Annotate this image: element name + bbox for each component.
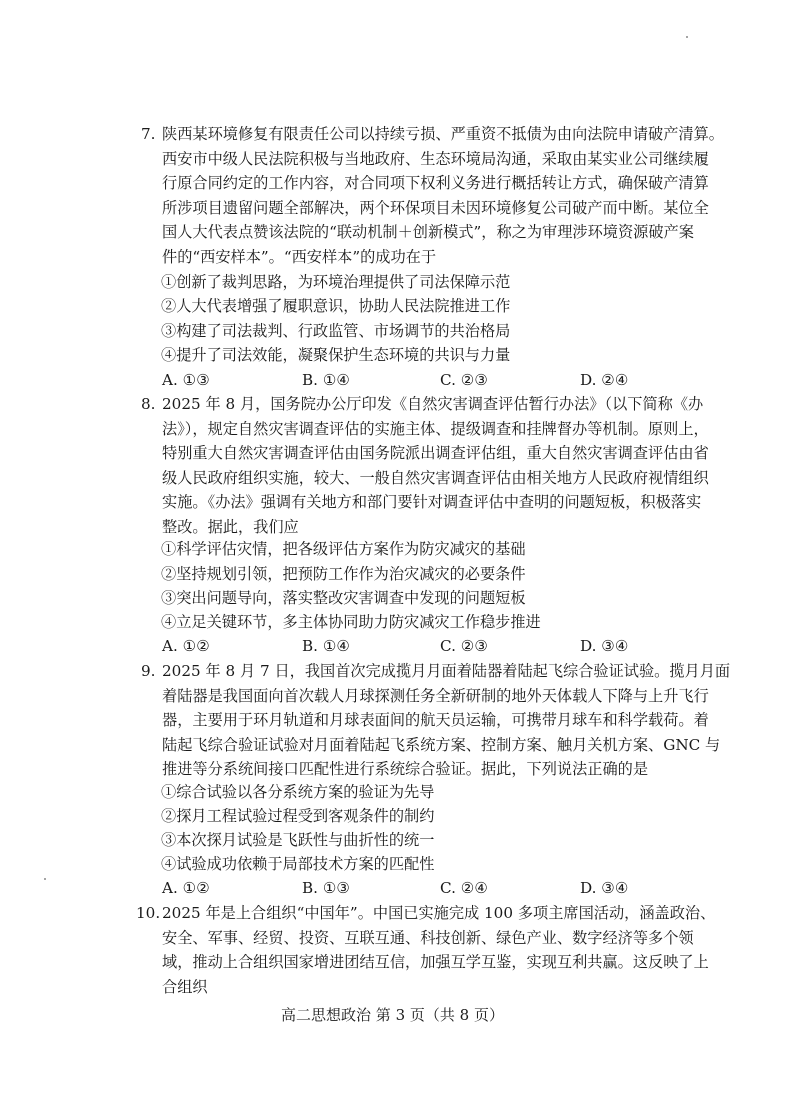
question-number: 10. <box>136 904 161 922</box>
answer-choices <box>162 368 742 392</box>
stem-line: 件的“西安样本”。“西安样本”的成功在于 <box>162 247 437 266</box>
page-footer: 高二思想政治 第 3 页（共 8 页） <box>281 1006 504 1024</box>
stem-line: 西安市中级人民法院积极与当地政府、生态环境局沟通，采取由某实业公司继续履 <box>162 149 709 168</box>
stem-line: 行原合同约定的工作内容，对合同项下权利义务进行概括转让方式，确保破产清算 <box>162 174 709 193</box>
scan-speck <box>44 878 46 880</box>
choice-d[interactable]: D. ②④ <box>580 371 629 389</box>
stem-line: 实施。《办法》强调有关地方和部门要针对调查评估中查明的问题短板，积极落实 <box>162 493 702 512</box>
stem-line: 级人民政府组织实施，较大、一般自然灾害调查评估由相关地方人民政府视情组织 <box>162 468 709 487</box>
choice-b[interactable]: B. ①④ <box>302 637 351 655</box>
choice-a[interactable]: A. ①② <box>162 879 210 897</box>
answer-choices <box>162 634 742 658</box>
answer-choices <box>162 876 742 900</box>
stem-line: 2025 年 8 月 7 日，我国首次完成揽月月面着陆器着陆起飞综合验证试验。揽月月面 <box>162 662 731 680</box>
question-stem <box>162 901 752 999</box>
question-number: 8. <box>141 395 156 413</box>
stem-line: 2025 年 8 月，国务院办公厅印发《自然灾害调查评估暂行办法》（以下简称《办 <box>162 395 704 413</box>
stem-line: 陆起飞综合验证试验对月面着陆起飞系统方案、控制方案、触月关机方案、GNC 与 <box>162 735 721 754</box>
choice-c[interactable]: C. ②③ <box>440 371 488 389</box>
choice-d[interactable]: D. ③④ <box>580 637 629 655</box>
statement-option: ③本次探月试验是飞跃性与曲折性的统一 <box>161 831 435 849</box>
statement-option: ③突出问题导向，落实整改灾害调查中发现的问题短板 <box>161 589 526 607</box>
statement-option: ④试验成功依赖于局部技术方案的匹配性 <box>161 855 435 873</box>
question-stem <box>162 122 752 270</box>
stem-line: 法》），规定自然灾害调查评估的实施主体、提级调查和挂牌督办等机制。原则上， <box>162 419 709 438</box>
choice-b[interactable]: B. ①③ <box>302 879 351 897</box>
stem-line: 国人大代表点赞该法院的“联动机制＋创新模式”，称之为审理涉环境资源破产案 <box>162 223 694 242</box>
choice-b[interactable]: B. ①④ <box>302 371 351 389</box>
statement-option: ①科学评估灾情，把各级评估方案作为防灾减灾的基础 <box>161 540 526 558</box>
question-number: 9. <box>141 662 156 680</box>
choice-c[interactable]: C. ②④ <box>440 879 488 897</box>
scan-speck <box>686 36 688 38</box>
choice-c[interactable]: C. ②③ <box>440 637 488 655</box>
statement-option: ①创新了裁判思路，为环境治理提供了司法保障示范 <box>161 273 511 291</box>
question-number: 7. <box>141 125 156 143</box>
choice-d[interactable]: D. ③④ <box>580 879 629 897</box>
stem-line: 安全、军事、经贸、投资、互联互通、科技创新、绿色产业、数字经济等多个领 <box>162 928 694 947</box>
statement-option: ④提升了司法效能，凝聚保护生态环境的共识与力量 <box>161 346 511 364</box>
statement-option: ②坚持规划引领，把预防工作作为治灾减灾的必要条件 <box>161 565 526 583</box>
question-stem <box>162 659 752 782</box>
statement-option: ③构建了司法裁判、行政监管、市场调节的共治格局 <box>161 322 511 340</box>
statement-option: ④立足关键环节，多主体协同助力防灾减灾工作稳步推进 <box>161 613 541 631</box>
stem-line: 域，推动上合组织国家增进团结互信，加强互学互鉴，实现互利共赢。这反映了上 <box>162 953 709 972</box>
stem-line: 2025 年是上合组织“中国年”。中国已实施完成 100 多项主席国活动，涵盖政治、 <box>162 904 716 922</box>
statement-option: ②探月工程试验过程受到客观条件的制约 <box>161 807 435 825</box>
question-stem <box>162 392 752 540</box>
stem-line: 特别重大自然灾害调查评估由国务院派出调查评估组，重大自然灾害调查评估由省 <box>162 444 709 463</box>
stem-line: 器，主要用于环月轨道和月球表面间的航天员运输，可携带月球车和科学载荷。着 <box>162 711 709 730</box>
stem-line: 着陆器是我国面向首次载人月球探测任务全新研制的地外天体载人下降与上升飞行 <box>162 686 709 705</box>
stem-line: 整改。据此，我们应 <box>162 517 299 536</box>
stem-line: 推进等分系统间接口匹配性进行系统综合验证。据此，下列说法正确的是 <box>162 760 648 779</box>
choice-a[interactable]: A. ①② <box>162 637 210 655</box>
stem-line: 陕西某环境修复有限责任公司以持续亏损、严重资不抵债为由向法院申请破产清算。 <box>162 125 724 143</box>
stem-line: 合组织 <box>162 977 208 996</box>
stem-line: 所涉项目遗留问题全部解决，两个环保项目未因环境修复公司破产而中断。某位全 <box>162 198 709 217</box>
statement-option: ②人大代表增强了履职意识，协助人民法院推进工作 <box>161 297 511 315</box>
statement-option: ①综合试验以各分系统方案的验证为先导 <box>161 783 435 801</box>
choice-a[interactable]: A. ①③ <box>162 371 210 389</box>
